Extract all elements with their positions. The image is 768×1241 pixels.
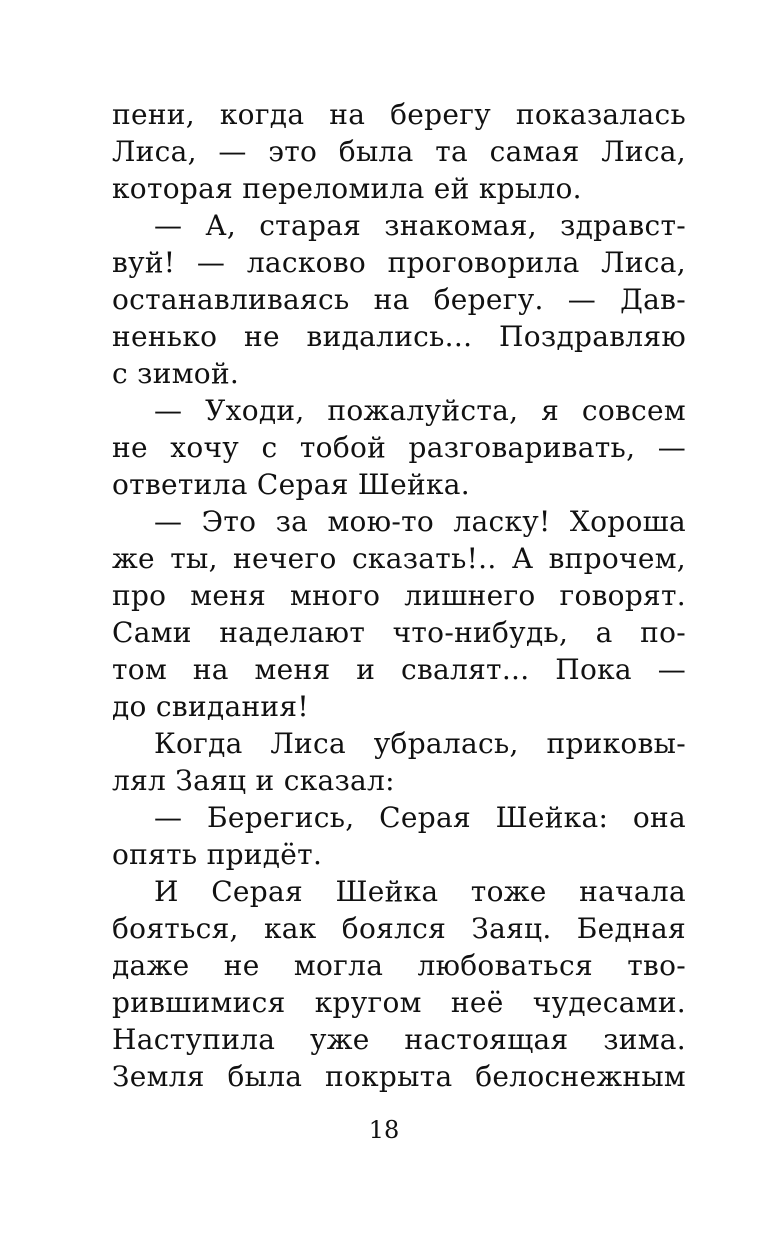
text-line: которая переломила ей крыло. [112,172,582,205]
text-line: ненько не видались... Поздравляю [112,320,686,353]
text-line: с зимой. [112,357,240,390]
text-line: вуй! — ласково проговорила Лиса, [112,246,686,279]
text-line: до свидания! [112,690,309,723]
text-line: Земля была покрыта белоснежным [112,1060,686,1093]
text-line: останавливаясь на берегу. — Дав- [112,283,686,316]
text-line: опять придёт. [112,838,323,871]
text-line: не хочу с тобой разговаривать, — [112,431,686,464]
text-line: про меня много лишнего говорят. [112,579,686,612]
text-line: рившимися кругом неё чудесами. [112,986,686,1019]
text-line: — Уходи, пожалуйста, я совсем [154,394,686,427]
text-line: И Серая Шейка тоже начала [154,875,686,908]
text-line: ответила Серая Шейка. [112,468,470,501]
text-line: Наступила уже настоящая зима. [112,1023,686,1056]
text-line: пени, когда на берегу показалась [112,98,686,131]
text-line: том на меня и свалят... Пока — [112,653,686,686]
text-line: — Берегись, Серая Шейка: она [154,801,686,834]
page-body [112,96,686,1095]
text-line: Лиса, — это была та самая Лиса, [112,135,686,168]
text-line: бояться, как боялся Заяц. Бедная [112,912,686,945]
text-line: — Это за мою-то ласку! Хороша [154,505,686,538]
text-line: Когда Лиса убралась, приковы- [154,727,686,760]
text-line: — А, старая знакомая, здравст- [154,209,686,242]
text-line: даже не могла любоваться тво- [112,949,686,982]
page-number: 18 [368,1116,400,1144]
text-line: же ты, нечего сказать!.. А впрочем, [112,542,686,575]
text-line: лял Заяц и сказал: [112,764,395,797]
text-line: Сами наделают что-нибудь, а по- [112,616,686,649]
